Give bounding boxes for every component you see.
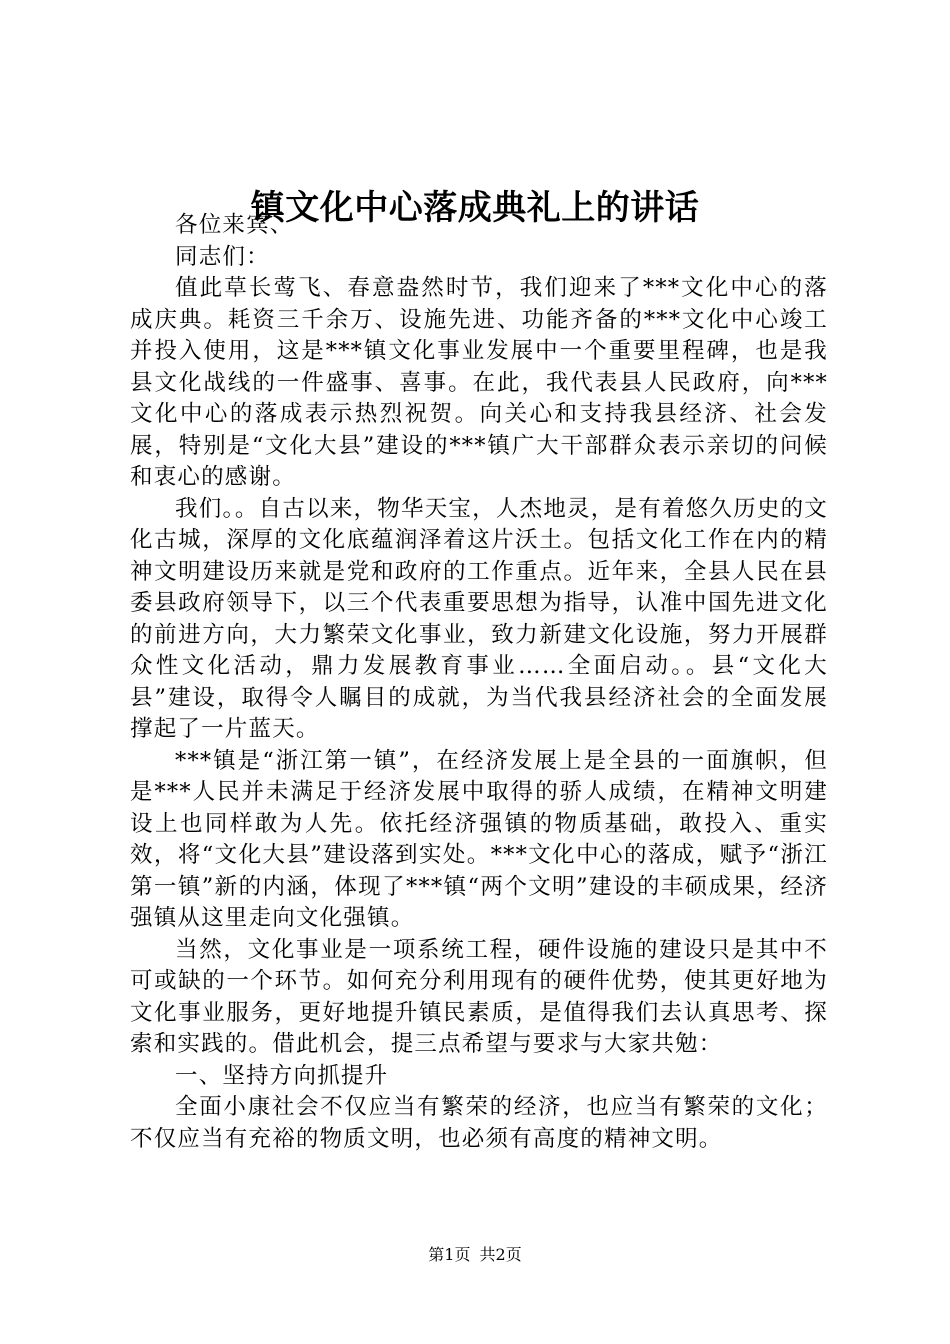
- page-footer: [0, 1245, 950, 1265]
- paragraph-3: ***镇是“浙江第一镇”，在经济发展上是全县的一面旗帜，但是***人民并未满足于经济发展中取得的骄人成绩，在精神文明建设上也同样敢为人先。依托经济强镇的物质基础，敢投入、重实效，将“文化大县”建设落到实处。***文化中心的落成，赋予“浙江第一镇”新的内涵，体现了***镇“两个文明”建设的丰硕成果，经济强镇从这里走向文化强镇。: [130, 747, 828, 931]
- section-heading-1: 一、坚持方向抓提升: [175, 1062, 389, 1089]
- paragraph-4: 当然，文化事业是一项系统工程，硬件设施的建设只是其中不可或缺的一个环节。如何充分利用现有的硬件优势，使其更好地为文化事业服务，更好地提升镇民素质，是值得我们去认真思考、探索和实践的。借此机会，提三点希望与要求与大家共勉：: [130, 936, 828, 1057]
- document-title: 镇文化中心落成典礼上的讲话: [250, 188, 700, 228]
- page-number: 第1页: [428, 1245, 471, 1264]
- salutation-line-1: 各位来宾、: [175, 212, 294, 238]
- paragraph-5: 全面小康社会不仅应当有繁荣的经济，也应当有繁荣的文化；不仅应当有充裕的物质文明，也必须有高度的精神文明。: [130, 1094, 828, 1152]
- salutation-line-2: 同志们：: [175, 243, 270, 270]
- paragraph-2: 我们。。自古以来，物华天宝，人杰地灵，是有着悠久历史的文化古城，深厚的文化底蕴润泽着这片沃土。包括文化工作在内的精神文明建设历来就是党和政府的工作重点。近年来，全县人民在县委县政府领导下，以三个代表重要思想为指导，认准中国先进文化的前进方向，大力繁荣文化事业，致力新建文化设施，努力开展群众性文化活动，鼎力发展教育事业……全面启动。。县“文化大县”建设，取得令人瞩目的成就，为当代我县经济社会的全面发展撑起了一片蓝天。: [130, 495, 828, 742]
- document-body: [130, 210, 828, 1155]
- page-total: 共2页: [479, 1245, 522, 1264]
- paragraph-1: 值此草长莺飞、春意盎然时节，我们迎来了***文化中心的落成庆典。耗资三千余万、设施先进、功能齐备的***文化中心竣工并投入使用，这是***镇文化事业发展中一个重要里程碑，也是我县文化战线的一件盛事、喜事。在此，我代表县人民政府，向***文化中心的落成表示热烈祝贺。向关心和支持我县经济、社会发展，特别是“文化大县”建设的***镇广大干部群众表示亲切的问候和衷心的感谢。: [130, 275, 828, 490]
